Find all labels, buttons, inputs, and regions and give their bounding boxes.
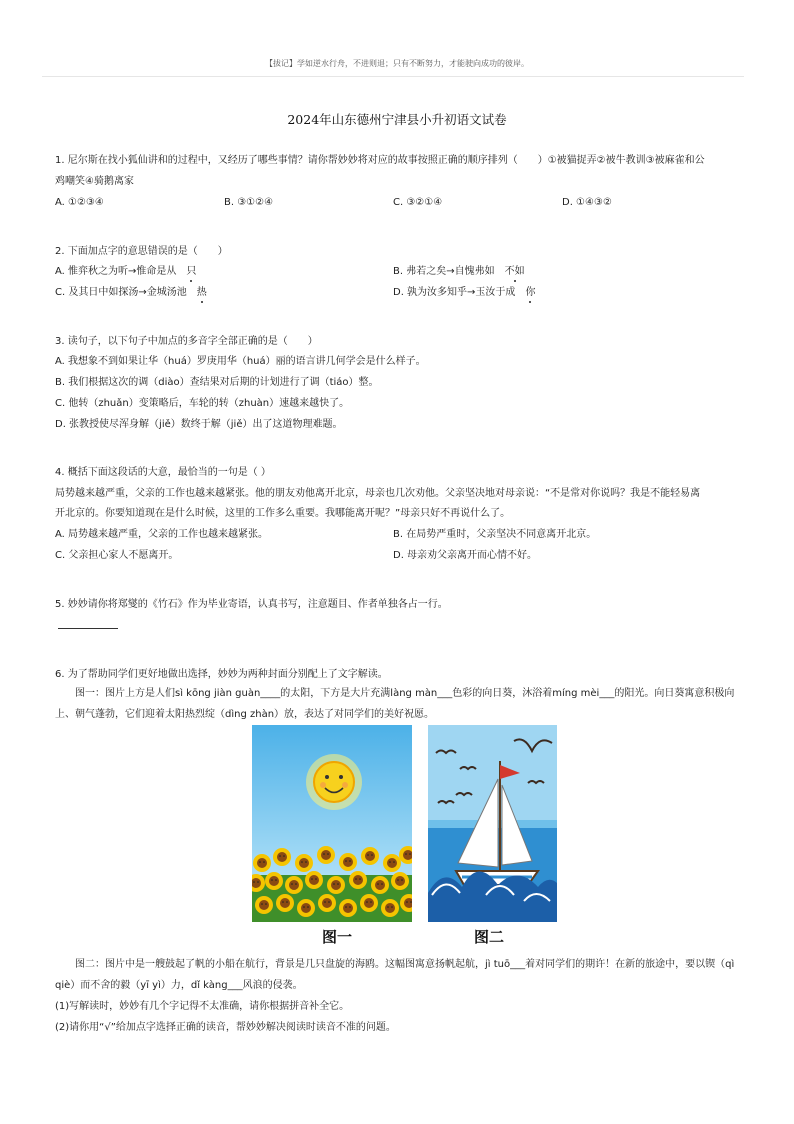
q6-figure2-text: 图二：图片中是一艘鼓起了帆的小船在航行，背景是几只盘旋的海鸥。这幅图寓意扬帆起航，jì tuō___着对同学们的期许！在新的旅途中，要以锲（qì qiè）而不舍的毅（yī yì）力，dǐ kàng___风浪的侵袭。 — [55, 959, 735, 991]
q2-dotted-char: 你 — [525, 287, 536, 298]
figure1-caption: 图一 — [322, 928, 353, 946]
q3-option-b: B. 我们根据这次的调（diào）查结果对后期的计划进行了调（tiáo）整。 — [55, 377, 379, 388]
q4-option-a: A. 局势越来越严重，父亲的工作也越来越紧张。 — [55, 529, 269, 540]
q1-option-a: A. ①②③④ — [55, 197, 104, 208]
q4-option-c: C. 父亲担心家人不愿离开。 — [55, 550, 179, 561]
figure2-sailboat-image — [428, 725, 557, 922]
page-title: 2024年山东德州宁津县小升初语文试卷 — [287, 112, 507, 127]
q1-option-d: D. ①④③② — [562, 197, 612, 208]
q3-option-c: C. 他转（zhuǎn）变策略后，车轮的转（zhuàn）速越来越快了。 — [55, 398, 350, 409]
q2-option-b: B. 弗若之矣→自愧弗如 不如 — [393, 266, 525, 277]
q5-answer-blank[interactable] — [58, 628, 118, 629]
q1-option-b: B. ③①②④ — [224, 197, 274, 208]
q5-stem: 5. 妙妙请你将郑燮的《竹石》作为毕业寄语，认真书写，注意题目、作者单独各占一行。 — [55, 599, 448, 610]
figure2-caption: 图二 — [474, 928, 505, 946]
q4-option-d: D. 母亲劝父亲离开而心情不好。 — [393, 550, 538, 561]
q6-subquestion-2: (2)请你用“√”给加点字选择正确的读音，帮妙妙解决阅读时读音不准的问题。 — [55, 1022, 396, 1033]
q4-passage-line2: 开北京的。你要知道现在是什么时候，这里的工作多么重要。我哪能离开呢？”母亲只好不再说什么了。 — [55, 508, 511, 519]
q2-dotted-char: 热 — [196, 287, 207, 298]
sun-icon — [306, 754, 362, 810]
q4-option-b: B. 在局势严重时，父亲坚决不同意离开北京。 — [393, 529, 597, 540]
q1-stem-line2: 鸡嘲笑④骑鹅离家 — [55, 176, 134, 187]
q6-stem: 6. 为了帮助同学们更好地做出选择，妙妙为两种封面分别配上了文字解读。 — [55, 669, 388, 680]
q2-dotted-char: 不如 — [504, 266, 525, 277]
q3-option-d: D. 张教授使尽浑身解（jiě）数终于解（jiě）出了这道物理难题。 — [55, 419, 343, 430]
q4-stem: 4. 概括下面这段话的大意，最恰当的一句是（ ） — [55, 467, 271, 478]
q4-passage-line1: 局势越来越严重，父亲的工作也越来越紧张。他的朋友劝他离开北京，母亲也几次劝他。父亲坚决地对母亲说：“不是常对你说吗？我是不能轻易离 — [55, 488, 701, 499]
q6-subquestion-1: (1)写解读时，妙妙有几个字记得不太准确，请你根据拼音补全它。 — [55, 1001, 350, 1012]
q3-option-a: A. 我想象不到如果让华（huá）罗庚用华（huá）丽的语言讲几何学会是什么样子。 — [55, 356, 426, 367]
q2-option-a: A. 惟弈秋之为听→惟命是从 只 — [55, 266, 197, 277]
q2-option-d: D. 孰为汝多知乎→玉汝于成 你 — [393, 287, 536, 298]
q3-stem: 3. 读句子，以下句子中加点的多音字全部正确的是（ ） — [55, 336, 318, 347]
q1-stem-line1: 1. 尼尔斯在找小狐仙讲和的过程中，又经历了哪些事情？请你帮妙妙将对应的故事按照正确的顺序排列（ ）①被猫捉弄②被牛教训③被麻雀和公 — [55, 155, 705, 166]
q2-option-c: C. 及其日中如探汤→金城汤池 热 — [55, 287, 207, 298]
q6-figure1-text: 图一：图片上方是人们sì kōng jiàn guàn____的太阳，下方是大片充满làng màn___色彩的向日葵，沐浴着míng mèi___的阳光。向日葵寓意积极向上、朝气蓬勃，它们迎着太阳热烈绽（dìng zhàn）放，表达了对同学们的美好祝愿。 — [55, 688, 735, 720]
figure1-sunflower-image — [252, 725, 412, 922]
q2-stem: 2. 下面加点字的意思错误的是（ ） — [55, 246, 228, 257]
q2-dotted-char: 只 — [186, 266, 197, 277]
header-motto: 【拔记】学如逆水行舟，不进则退；只有不断努力，才能驶向成功的彼岸。 — [265, 59, 529, 68]
header-divider — [42, 76, 744, 77]
q1-option-c: C. ③②①④ — [393, 197, 443, 208]
